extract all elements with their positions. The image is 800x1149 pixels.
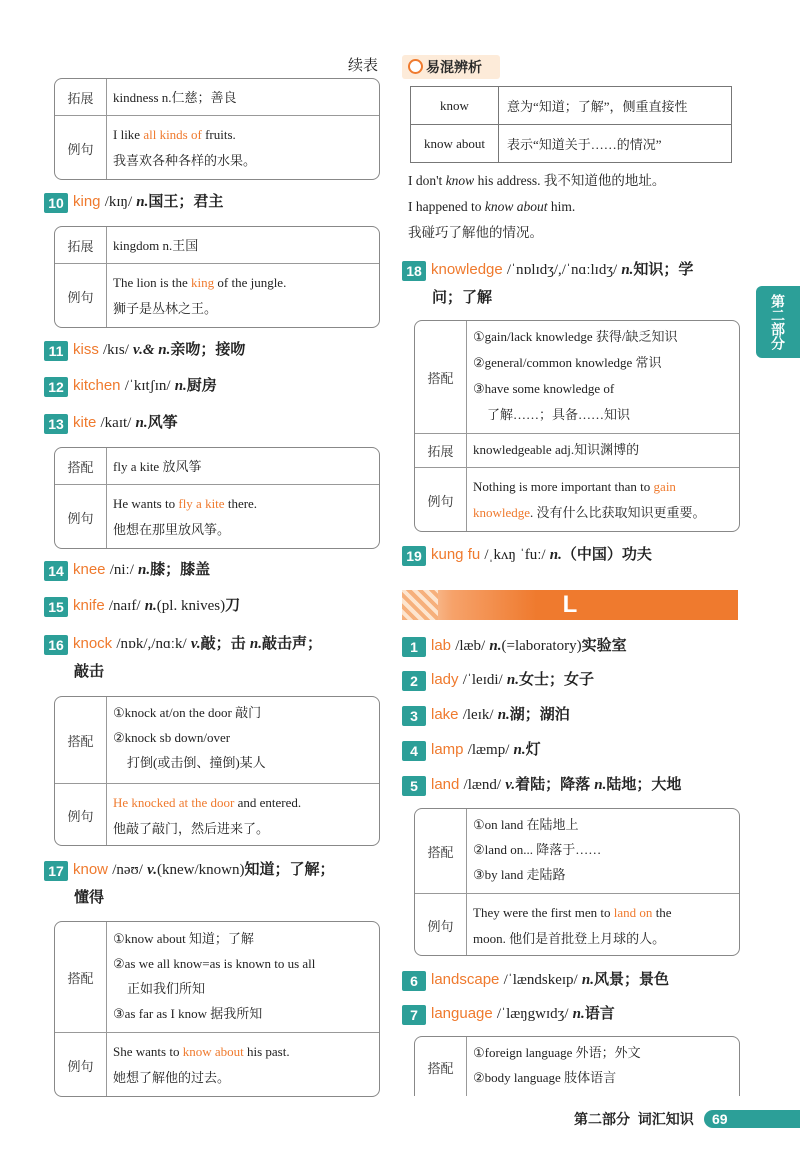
part-of-speech: n.: [489, 638, 502, 654]
entry-number: 11: [44, 341, 68, 361]
italic: know about: [484, 199, 548, 214]
row-label: 搭配: [415, 809, 467, 893]
text: The lion is the: [113, 275, 191, 290]
meaning: 问；了解: [432, 289, 493, 306]
text: Nothing is more important than to: [473, 479, 654, 494]
meaning: 膝；膝盖: [150, 561, 211, 578]
translation: 她想了解他的过去。: [113, 1070, 231, 1085]
collocation-text: [467, 809, 739, 893]
entry-number: 6: [402, 971, 426, 991]
phonetic: /naɪf/: [108, 598, 141, 614]
entry-knife: [44, 592, 240, 620]
collocation-text: [467, 1037, 739, 1096]
phonetic: /ˈlændskeɪp/: [503, 972, 578, 988]
collocation: ①foreign language 外语；外文: [473, 1045, 641, 1060]
entry-number: 13: [44, 414, 68, 434]
knowledge-table: [414, 320, 740, 532]
meaning: 敲；击: [200, 635, 246, 652]
headword: land: [431, 776, 460, 793]
example-text: [467, 468, 739, 532]
continued-label: 续表: [347, 58, 378, 74]
translation: 我喜欢各种各样的水果。: [113, 153, 257, 168]
collocation-text: [107, 697, 379, 783]
example-text: [107, 264, 379, 328]
entry-lake: [402, 701, 570, 729]
collocation: 正如我们所知: [127, 981, 206, 996]
phonetic: /ˌkʌŋ ˈfuː/: [484, 547, 546, 563]
translation: 他想在那里放风筝。: [113, 522, 231, 537]
text: the: [652, 905, 672, 920]
entry-kite: [44, 409, 178, 437]
part-of-speech: n.: [174, 378, 187, 394]
highlight: knowledge: [473, 505, 531, 520]
row-label: 例句: [55, 116, 107, 180]
phonetic: /læmp/: [467, 742, 510, 758]
phonetic: /ˈlæŋgwɪdʒ/: [496, 1006, 569, 1022]
part-of-speech: n.: [581, 972, 594, 988]
plural-form: (pl. knives): [156, 598, 226, 614]
collocation: ③by land 走陆路: [473, 867, 566, 882]
row-label: 搭配: [415, 321, 467, 433]
entry-knock-cont: [74, 658, 104, 686]
part-of-speech: n.: [497, 707, 510, 723]
part-of-speech: n.: [249, 636, 262, 652]
tip-table: [410, 86, 732, 163]
headword: know: [73, 861, 109, 878]
phonetic: /ˈnɒlɪdʒ/,/ˈnɑːlɪdʒ/: [506, 262, 618, 278]
phonetic: /kɪŋ/: [104, 194, 133, 210]
part-of-speech: n.: [135, 415, 148, 431]
collocation: ②as we all know=as is known to us all: [113, 956, 316, 971]
part-of-speech: n.: [513, 742, 526, 758]
phonetic: /læb/: [455, 638, 486, 654]
collocation: ①gain/lack knowledge 获得/缺乏知识: [473, 329, 678, 344]
row-label: 例句: [415, 468, 467, 532]
side-tab[interactable]: 第二部分: [756, 286, 800, 358]
part-of-speech: v.: [505, 777, 516, 793]
entry-number: 15: [44, 597, 68, 617]
highlight: knocked at the door: [131, 795, 235, 810]
headword: king: [73, 193, 101, 210]
row-label: 拓展: [415, 434, 467, 467]
headword: kung fu: [431, 546, 481, 563]
headword: kite: [73, 414, 97, 431]
meaning: 风筝: [147, 414, 178, 431]
example-text: [467, 894, 739, 956]
text: his past.: [243, 1044, 290, 1059]
entry-know: [44, 856, 334, 884]
section-bar: [402, 590, 738, 620]
row-label: 例句: [55, 784, 107, 846]
tip-example-2: [408, 194, 738, 220]
row-label: 例句: [415, 894, 467, 956]
italic: know: [445, 173, 475, 188]
meaning: 敲击声；: [261, 635, 322, 652]
phonetic: /lænd/: [463, 777, 502, 793]
entry-lady: [402, 666, 594, 694]
part-of-speech: n.: [594, 777, 607, 793]
tip-desc: 意为“知道；了解”，侧重直接性: [499, 87, 732, 125]
text: his address. 我不知道他的地址。: [474, 173, 666, 188]
text: and entered.: [234, 795, 302, 810]
row-label: 例句: [55, 264, 107, 328]
entry-number: 10: [44, 193, 68, 213]
section-letter: L: [562, 591, 578, 618]
meaning: 厨房: [186, 377, 217, 394]
ext-text: knowledgeable adj.知识渊博的: [473, 442, 640, 457]
entry-lab: [402, 632, 627, 660]
tip-row: [411, 125, 732, 163]
entry-number: 3: [402, 706, 426, 726]
highlight: king: [191, 275, 215, 290]
meaning: 风景；景色: [594, 971, 670, 988]
meaning: 湖；湖泊: [509, 706, 570, 723]
knock-table: [54, 696, 380, 846]
collocation: ①knock at/on the door 敲门: [113, 705, 262, 720]
highlight: all kinds of: [143, 127, 202, 142]
highlight: gain: [653, 479, 676, 494]
phonetic: /kɪs/: [103, 342, 129, 358]
row-label: 例句: [55, 1033, 107, 1097]
page-number: 69: [712, 1111, 728, 1127]
page-number-bar: [704, 1110, 800, 1128]
row-label: 拓展: [55, 79, 107, 115]
collocation-text: [467, 321, 739, 433]
collocation: 打倒(或击倒、撞倒)某人: [127, 755, 266, 770]
full-form: (=laboratory): [501, 638, 582, 654]
land-table: [414, 808, 740, 956]
meaning: 敲击: [74, 663, 105, 680]
part-of-speech: n.: [138, 562, 151, 578]
ext-text: kindness n.仁慈；善良: [113, 90, 237, 105]
entry-number: 16: [44, 635, 68, 655]
headword: kitchen: [73, 377, 121, 394]
entry-number: 19: [402, 546, 426, 566]
collocation: ①know about 知道；了解: [113, 931, 254, 946]
highlight: know about: [182, 1044, 244, 1059]
entry-kitchen: [44, 372, 217, 400]
highlight: land on: [613, 905, 653, 920]
part-of-speech: n.: [506, 672, 519, 688]
meaning: 陆地；大地: [606, 776, 682, 793]
headword: knock: [73, 635, 113, 652]
headword: lamp: [431, 741, 464, 758]
kite-table: [54, 447, 380, 549]
entry-knowledge: [402, 256, 693, 284]
entry-kungfu: [402, 541, 652, 569]
row-label: 搭配: [55, 697, 107, 783]
meaning: 国王；君主: [148, 193, 224, 210]
kind-table: [54, 78, 380, 180]
entry-language: [402, 1000, 615, 1028]
text: I don't: [408, 173, 446, 188]
example-text: [107, 784, 379, 846]
entry-landscape: [402, 966, 669, 994]
highlight: fly a kite: [178, 496, 225, 511]
headword: language: [431, 1005, 493, 1022]
tip-examples: [408, 168, 738, 246]
entry-know-cont: [74, 884, 104, 912]
entry-number: 18: [402, 261, 426, 281]
meaning: （中国）功夫: [561, 546, 652, 563]
example-text: [107, 1033, 379, 1097]
highlight: He: [113, 795, 132, 810]
headword: knee: [73, 561, 106, 578]
meaning: 知识；学: [633, 261, 694, 278]
headword: lady: [431, 671, 459, 688]
collocation: 了解……；具备……知识: [487, 407, 631, 422]
entry-knowledge-cont: [432, 284, 492, 312]
phonetic: /ˈkɪtʃɪn/: [124, 378, 171, 394]
headword: kiss: [73, 341, 99, 358]
text: fruits.: [201, 127, 236, 142]
text: I like: [113, 127, 144, 142]
phonetic: /ˈleɪdi/: [462, 672, 503, 688]
text: She wants to: [113, 1044, 183, 1059]
tip-row: [411, 87, 732, 125]
collocation-text: [107, 922, 379, 1032]
entry-number: 5: [402, 776, 426, 796]
magnifier-icon: [408, 59, 423, 74]
entry-number: 12: [44, 377, 68, 397]
phonetic: /nəʊ/: [112, 862, 143, 878]
text: of the jungle.: [214, 275, 287, 290]
row-label: 搭配: [55, 448, 107, 484]
headword: lake: [431, 706, 459, 723]
collocation: ②body language 肢体语言: [473, 1070, 617, 1085]
tip-label: [402, 55, 500, 79]
row-label: 例句: [55, 485, 107, 549]
tip-term: know about: [411, 125, 499, 163]
entry-number: 7: [402, 1005, 426, 1025]
meaning: 刀: [225, 597, 241, 614]
entry-lamp: [402, 736, 541, 764]
language-table: [414, 1036, 740, 1096]
entry-number: 4: [402, 741, 426, 761]
entry-king: [44, 188, 223, 216]
text: I happened to: [408, 199, 485, 214]
row-label: 拓展: [55, 227, 107, 263]
phonetic: /nɒk/,/nɑːk/: [116, 636, 187, 652]
meaning: 灯: [525, 741, 541, 758]
entry-number: 1: [402, 637, 426, 657]
text: there.: [224, 496, 258, 511]
collocation: ②knock sb down/over: [113, 730, 231, 745]
part-of-speech: v.& n.: [133, 342, 171, 358]
collocation: ②land on... 降落于……: [473, 842, 602, 857]
entry-number: 14: [44, 561, 68, 581]
king-table: [54, 226, 380, 328]
example-text: [107, 116, 379, 180]
row-label: 搭配: [55, 922, 107, 1032]
tip-desc: 表示“知道关于……的情况”: [499, 125, 732, 163]
know-table: [54, 921, 380, 1097]
part-of-speech: v.: [147, 862, 157, 878]
part-of-speech: n.: [136, 194, 149, 210]
translation: 他敲了敲门，然后进来了。: [113, 821, 270, 836]
meaning: 知道；了解；: [244, 861, 335, 878]
entry-number: 17: [44, 861, 68, 881]
text: He wants to: [113, 496, 179, 511]
entry-land: [402, 771, 681, 799]
verb-forms: (knew/known): [156, 862, 245, 878]
tip-title: 易混辨析: [426, 59, 482, 75]
collocation: ①on land 在陆地上: [473, 817, 579, 832]
part-of-speech: n.: [144, 598, 157, 614]
text: him.: [547, 199, 576, 214]
meaning: 着陆；降落: [515, 776, 591, 793]
collocation: ③as far as I know 据我所知: [113, 1006, 263, 1021]
collocation: ②general/common knowledge 常识: [473, 355, 662, 370]
part-of-speech: n.: [621, 262, 634, 278]
headword: knowledge: [431, 261, 503, 278]
text: . 没有什么比获取知识更重要。: [530, 505, 706, 520]
tip-example-translation: 我碰巧了解他的情况。: [408, 225, 543, 240]
footer-title: 词汇知识: [637, 1111, 694, 1127]
footer: [574, 1106, 694, 1132]
phonetic: /leɪk/: [462, 707, 494, 723]
entry-knee: [44, 556, 210, 584]
tip-term: know: [411, 87, 499, 125]
text: They were the first men to: [473, 905, 614, 920]
phonetic: /kaɪt/: [100, 415, 132, 431]
example-text: [107, 485, 379, 549]
phonetic: /niː/: [109, 562, 134, 578]
entry-knock: [44, 630, 322, 658]
meaning: 亲吻；接吻: [170, 341, 246, 358]
entry-number: 2: [402, 671, 426, 691]
headword: landscape: [431, 971, 500, 988]
row-label: 搭配: [415, 1037, 467, 1096]
meaning: 女士；女子: [518, 671, 594, 688]
headword: lab: [431, 637, 452, 654]
ext-text: kingdom n.王国: [113, 238, 199, 253]
collocation: ③have some knowledge of: [473, 381, 615, 396]
tip-example-1: [408, 168, 738, 194]
part-of-speech: n.: [549, 547, 562, 563]
translation: moon. 他们是首批登上月球的人。: [473, 931, 666, 946]
part-of-speech: n.: [572, 1006, 585, 1022]
part-of-speech: v.: [190, 636, 201, 652]
collocation-text: fly a kite 放风筝: [113, 459, 202, 474]
translation: 狮子是丛林之王。: [113, 301, 218, 316]
meaning: 实验室: [581, 637, 627, 654]
headword: knife: [73, 597, 105, 614]
meaning: 语言: [584, 1005, 615, 1022]
entry-kiss: [44, 336, 245, 364]
footer-part: 第二部分: [574, 1111, 630, 1127]
meaning: 懂得: [74, 889, 105, 906]
